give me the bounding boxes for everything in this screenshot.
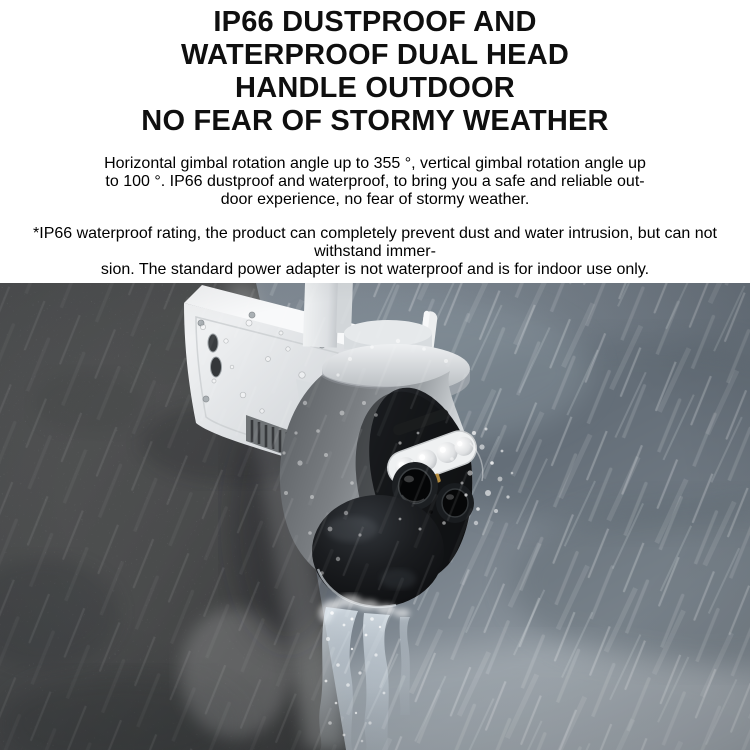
product-photo [0,283,750,750]
disclaimer-line-2: sion. The standard power adapter is not waterproof and is for indoor use only. [100,261,650,278]
headline-line-1: IP66 DUSTPROOF AND [213,6,537,38]
marketing-copy [0,0,750,283]
intro-line-3: door experience, no fear of stormy weather. [220,191,530,208]
headline-line-4: NO FEAR OF STORMY WEATHER [141,105,609,137]
intro-line-2: to 100 °. IP66 dustproof and waterproof, to bring you a safe and reliable out- [105,173,645,190]
disclaimer-line-1: *IP66 waterproof rating, the product can completely prevent dust and water intrusion, but can not withstand immer- [33,225,717,260]
headline-line-3: HANDLE OUTDOOR [235,72,515,104]
vignette [0,283,750,750]
headline [0,0,750,138]
intro-line-1: Horizontal gimbal rotation angle up to 355 °, vertical gimbal rotation angle up [104,155,646,172]
headline-line-2: WATERPROOF DUAL HEAD [181,39,569,71]
